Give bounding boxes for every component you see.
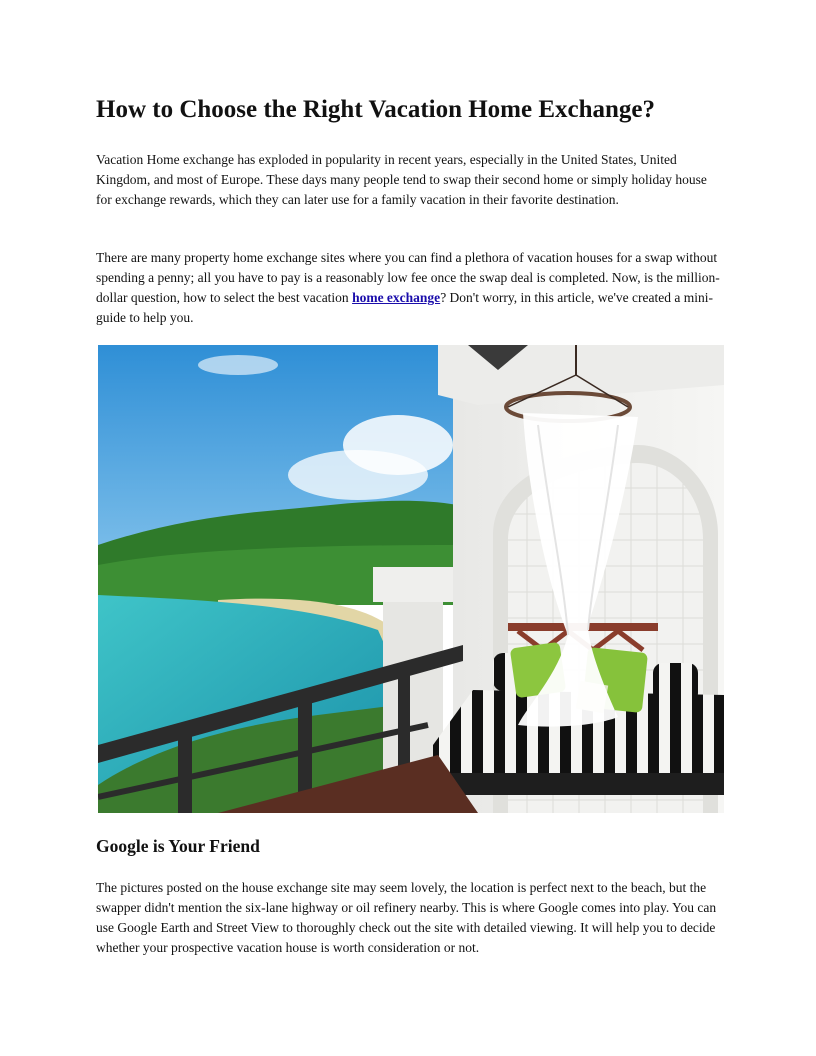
home-exchange-link[interactable]: home exchange [352,290,441,305]
section-paragraph: The pictures posted on the house exchange site may seem lovely, the location is perfect next to the beach, but the swapper didn't mention the six-lane highway or oil refinery nearby. This is where Google comes into play. You can use Google Earth and Street View to thoroughly check out the site with detailed viewing. It will help you to decide whether your prospective vacation house is worth consideration or not. [96,880,717,955]
section-heading: Google is Your Friend [96,836,260,856]
intro-paragraph: Vacation Home exchange has exploded in popularity in recent years, especially in the United States, United Kingdom, and most of Europe. These days many people tend to swap their second home or simply holiday house for exchange rewards, which they can later use for a family vacation in their favorite destination. [96,152,707,207]
second-paragraph [96,248,724,328]
paragraph-text-after-link: ? Don't worry, in this article, we've created a mini-guide to help you. [96,290,713,325]
paragraph-text-before-link: There are many property home exchange sites where you can find a plethora of vacation houses for a swap without spending a penny; all you have to pay is a reasonably low fee once the swap deal is completed. Now, is the million-dollar question, how to select the best vacation [96,250,720,305]
balcony-sea-view-photo [98,345,724,813]
page-title: How to Choose the Right Vacation Home Exchange? [96,96,656,123]
